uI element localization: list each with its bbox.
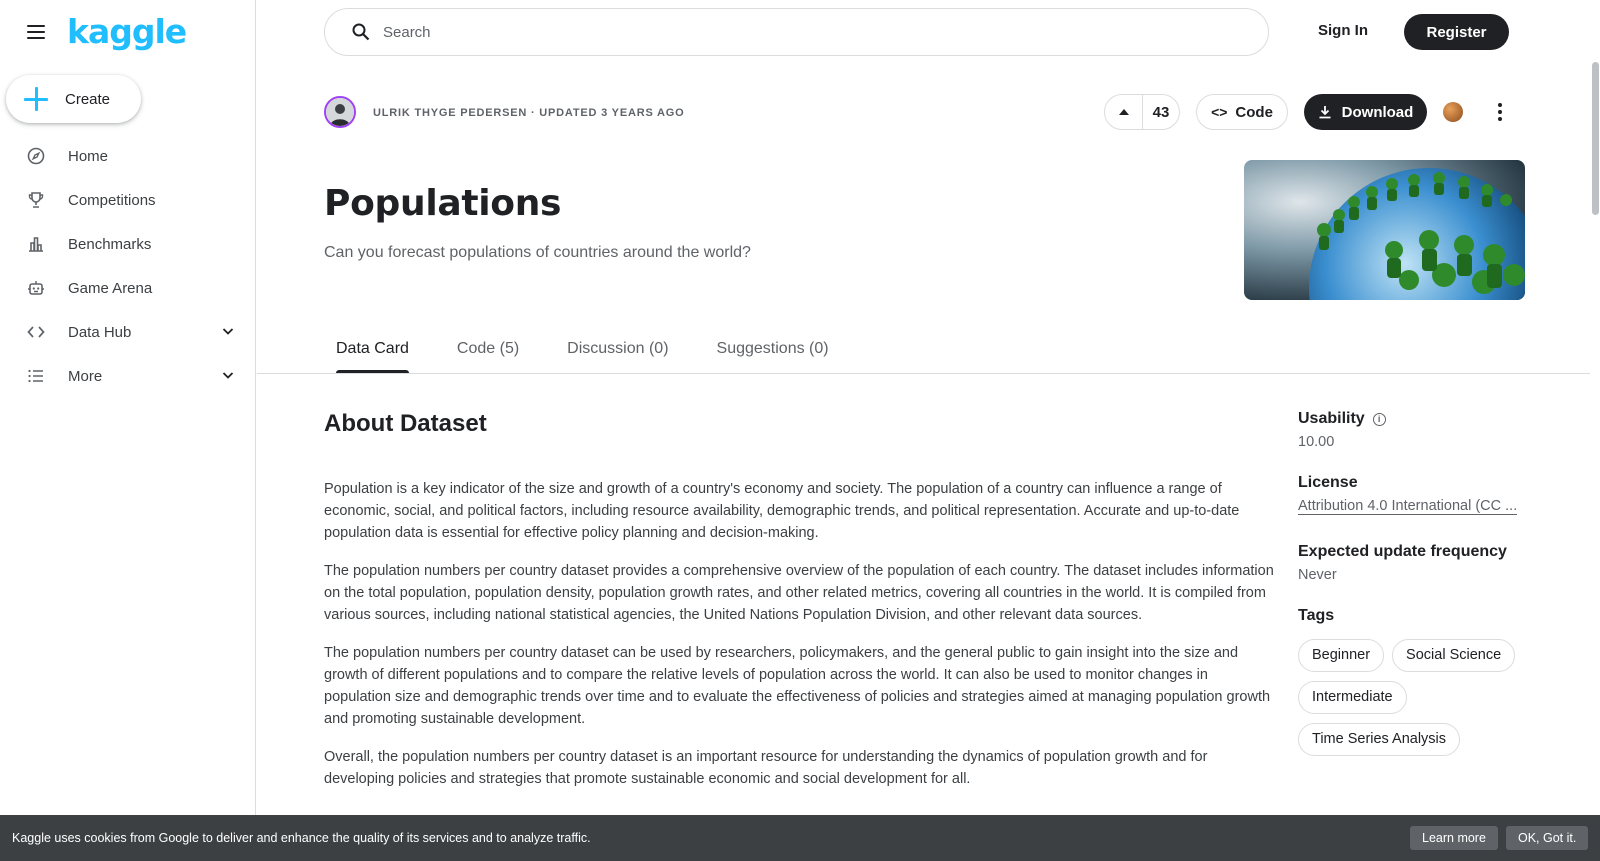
bar-chart-icon [26, 234, 46, 254]
dataset-tabs [324, 332, 865, 374]
sidebar-item-label: Benchmarks [68, 235, 152, 253]
menu-icon[interactable] [24, 21, 48, 45]
about-description [324, 478, 1276, 806]
code-brackets-icon [26, 322, 46, 342]
create-label: Create [65, 90, 111, 108]
tab-code[interactable]: Code (5) [456, 340, 520, 357]
sign-in-button[interactable]: Sign In [1318, 22, 1368, 39]
download-button[interactable] [1304, 94, 1427, 130]
license-link[interactable]: Attribution 4.0 International (CC ... [1298, 498, 1518, 514]
create-button[interactable] [6, 75, 141, 123]
about-paragraph: Population is a key indicator of the size and growth of a country's economy and society. The population of a country can influence a range of economic, social, and political factors, including resource availability, demographic trends, and political representation. Accurate and up-to-date population data is essential for effective policy planning and decision-making. [324, 481, 1240, 541]
tag-chip[interactable]: Social Science [1392, 639, 1515, 672]
author-avatar[interactable] [324, 96, 356, 128]
about-heading: About Dataset [324, 410, 487, 437]
plus-icon [24, 87, 48, 111]
dataset-meta [1298, 410, 1528, 765]
compass-icon [26, 146, 46, 166]
sidebar-item-benchmarks[interactable] [0, 222, 255, 266]
cookie-ok-button[interactable]: OK, Got it. [1506, 826, 1588, 850]
frequency-value: Never [1298, 567, 1337, 583]
about-paragraph: The population numbers per country dataset can be used by researchers, policymakers, and the general public to gain insight into the size and growth of different populations and to compare the relative levels of population across the world. It can also be used to monitor changes in population size and demographic trends over time and to evaluate the effectiveness of policies and strategies aimed at managing population growth and promoting sustainable development. [324, 645, 1271, 727]
sidebar-item-label: More [68, 367, 103, 385]
tags-label: Tags [1298, 607, 1335, 624]
scrollbar-thumb[interactable] [1592, 62, 1599, 215]
cookie-banner [0, 815, 1600, 861]
robot-icon [26, 278, 46, 298]
sidebar-item-label: Game Arena [68, 279, 153, 297]
vote-count: 43 [1152, 103, 1170, 121]
sidebar-item-home[interactable] [0, 134, 255, 178]
usability-value: 10.00 [1298, 434, 1335, 450]
register-button[interactable]: Register [1404, 14, 1509, 50]
arrow-up-icon [1119, 109, 1129, 115]
sidebar-item-competitions[interactable] [0, 178, 255, 222]
tab-data-card[interactable]: Data Card [324, 332, 421, 374]
tag-chip[interactable]: Beginner [1298, 639, 1384, 672]
info-icon[interactable]: i [1373, 413, 1386, 426]
code-button[interactable] [1196, 94, 1288, 130]
tag-chip[interactable]: Intermediate [1298, 681, 1407, 714]
search-bar[interactable] [324, 8, 1269, 56]
author-line[interactable]: ULRIK THYGE PEDERSEN · UPDATED 3 YEARS AGO [373, 107, 685, 119]
tab-suggestions[interactable]: Suggestions (0) [716, 340, 829, 357]
tab-discussion[interactable]: Discussion (0) [567, 340, 669, 357]
usability-heading [1298, 410, 1528, 428]
sidebar-item-data-hub[interactable] [0, 310, 255, 354]
sidebar [0, 0, 256, 861]
page-subtitle: Can you forecast populations of countries around the world? [324, 244, 751, 261]
vote-widget [1104, 94, 1180, 130]
tab-divider [257, 373, 1590, 374]
sidebar-item-label: Data Hub [68, 323, 132, 341]
kaggle-logo[interactable]: kaggle [67, 12, 187, 51]
about-paragraph: The population numbers per country dataset provides a comprehensive overview of the population of each country. The dataset includes information on the total population, population density, population growth rates, and other related metrics, covering all countries in the world. It is compiled from various sources, including national statistical agencies, the United Nations Population Division, and other relevant data sources. [324, 563, 1274, 623]
sidebar-item-label: Competitions [68, 191, 156, 209]
chevron-down-icon[interactable] [221, 324, 235, 338]
sidebar-item-more[interactable] [0, 354, 255, 398]
tag-chip[interactable]: Time Series Analysis [1298, 723, 1460, 756]
about-paragraph: Overall, the population numbers per country dataset is an important resource for understanding the dynamics of population growth and for developing policies and strategies that promote sustainable economic and social development for all. [324, 749, 1208, 787]
list-icon [26, 366, 46, 386]
usability-label: Usability [1298, 410, 1365, 427]
more-options-icon[interactable] [1496, 100, 1504, 124]
sidebar-nav [0, 134, 255, 398]
code-brackets-icon: <> [1211, 104, 1228, 120]
search-icon [351, 22, 371, 42]
search-input[interactable] [383, 24, 1183, 41]
download-label: Download [1341, 103, 1414, 121]
download-icon [1318, 105, 1332, 119]
learn-more-button[interactable]: Learn more [1410, 826, 1498, 850]
chevron-down-icon[interactable] [221, 368, 235, 382]
cookie-message: Kaggle uses cookies from Google to deliver and enhance the quality of its services and to analyze traffic. [12, 831, 591, 845]
code-label: Code [1235, 103, 1273, 121]
frequency-label: Expected update frequency [1298, 543, 1507, 560]
page-title: Populations [324, 183, 562, 224]
sidebar-item-game-arena[interactable] [0, 266, 255, 310]
license-label: License [1298, 474, 1358, 491]
upvote-button[interactable] [1105, 95, 1143, 129]
trophy-icon [26, 190, 46, 210]
bronze-medal-icon [1443, 102, 1463, 122]
sidebar-item-label: Home [68, 147, 109, 165]
dataset-cover-image [1244, 160, 1525, 300]
tags-list [1298, 639, 1528, 765]
